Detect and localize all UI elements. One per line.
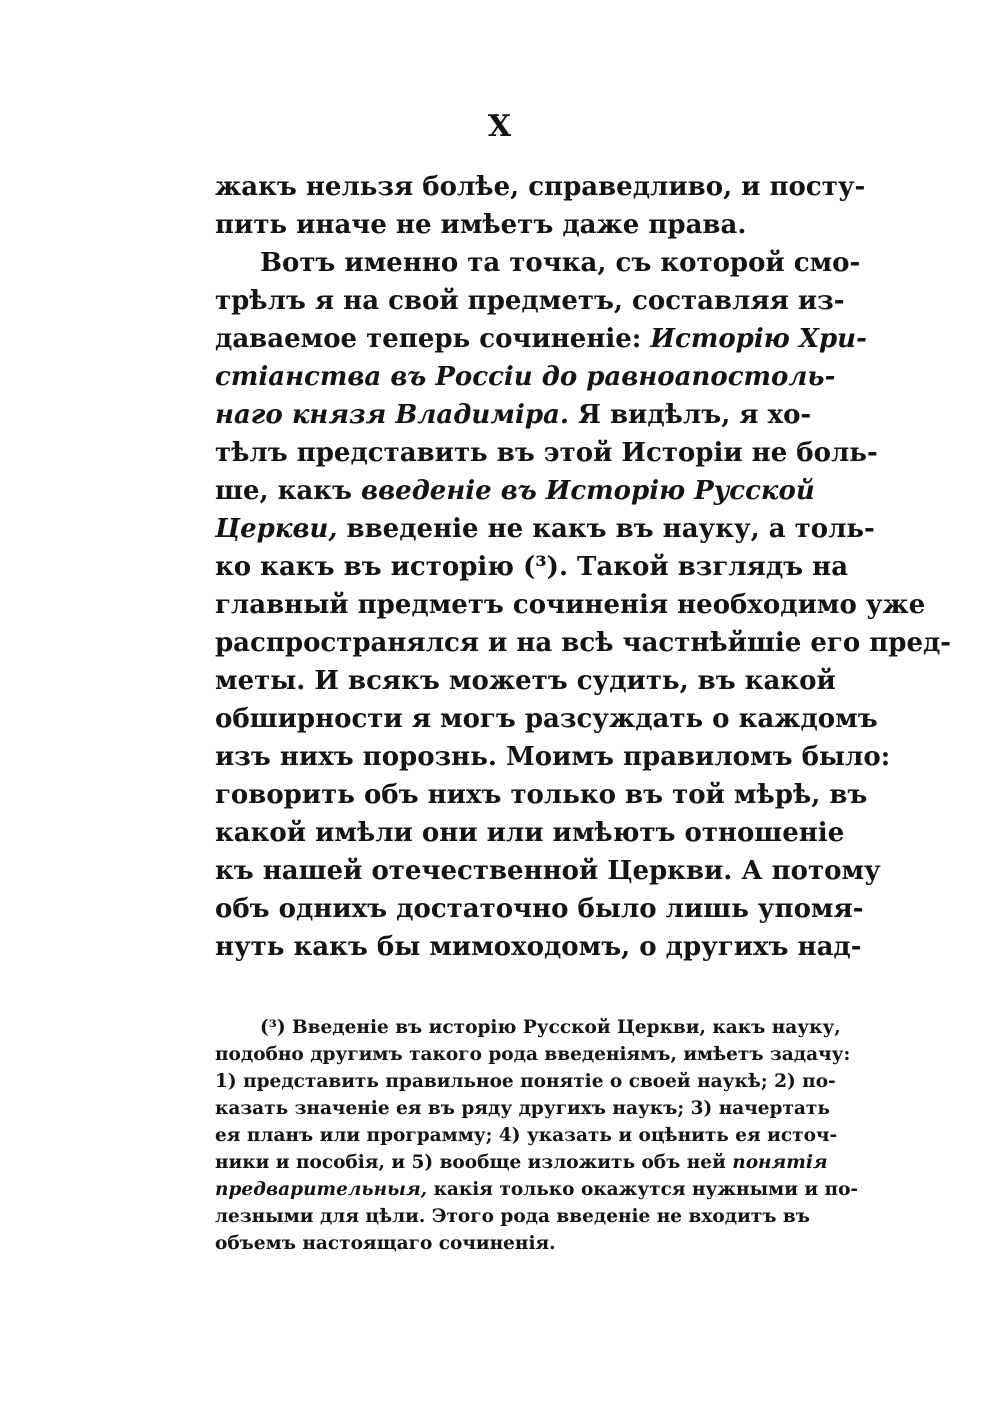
body-line: изъ нихъ порознь. Моимъ правиломъ было: <box>215 742 891 772</box>
body-line: меты. И всякъ можетъ судить, въ какой <box>215 666 836 696</box>
body-line: объ однихъ достаточно было лишь упомя- <box>215 894 864 924</box>
body-line: пить иначе не имѣетъ даже права. <box>215 210 747 240</box>
footnote <box>215 1014 859 1257</box>
body-line: трѣлъ я на свой предметъ, составляя из- <box>215 286 845 316</box>
body-line <box>215 396 812 434</box>
footnote-line: (³) Введеніе въ исторію Русской Церкви, какъ науку, <box>260 1017 841 1038</box>
footnote-line: ея планъ или программу; 4) указать и оцѣнить ея источ- <box>215 1125 838 1146</box>
body-text: Я видѣлъ, я хо- <box>577 400 812 430</box>
body-line: говорить объ нихъ только въ той мѣрѣ, въ <box>215 780 868 810</box>
body-text: даваемое теперь сочиненіе: <box>215 324 642 354</box>
body-text: введеніе не какъ въ науку, а толь- <box>346 514 875 544</box>
footnote-line: 1) представить правильное понятіе о своей наукѣ; 2) по- <box>215 1071 836 1092</box>
footnote-line: лезными для цѣли. Этого рода введеніе не входитъ въ <box>215 1206 810 1227</box>
body-text: ше, какъ <box>215 476 352 506</box>
footnote-text: какія только окажутся нужными и по- <box>433 1179 859 1200</box>
body-line: главный предметъ сочиненія необходимо уже <box>215 590 926 620</box>
footnote-line: подобно другимъ такого рода введеніямъ, имѣетъ задачу: <box>215 1044 851 1065</box>
emphasis-text: Церкви, <box>215 514 338 544</box>
body-line: ко какъ въ исторію (³). Такой взглядъ на <box>215 552 849 582</box>
body-line: къ нашей отечественной Церкви. А потому <box>215 856 881 886</box>
body-line: жакъ нельзя болѣе, справедливо, и посту- <box>215 172 866 202</box>
footnote-emphasis: предварительныя, <box>215 1179 428 1200</box>
footnote-line <box>215 1176 859 1203</box>
emphasis-text: наго князя Владиміра. <box>215 400 569 430</box>
emphasis-text: стіанства въ Россіи до равноапостоль- <box>215 362 836 392</box>
body-line <box>215 510 875 548</box>
body-line: обширности я могъ разсуждать о каждомъ <box>215 704 878 734</box>
body-line <box>215 320 867 358</box>
page-number: X <box>487 109 513 144</box>
body-line <box>215 472 815 510</box>
emphasis-text: введеніе въ Исторію Русской <box>361 476 815 506</box>
body-line <box>215 358 836 396</box>
footnote-line <box>215 1149 828 1176</box>
footnote-text: ники и пособія, и 5) вообще изложить объ ней <box>215 1152 726 1173</box>
main-text <box>215 168 952 966</box>
footnote-line: казать значеніе ея въ ряду другихъ наукъ; 3) начертать <box>215 1098 830 1119</box>
body-line: нуть какъ бы мимоходомъ, о другихъ над- <box>215 932 862 962</box>
emphasis-text: Исторію Хри- <box>650 324 867 354</box>
footnote-emphasis: понятія <box>732 1152 828 1173</box>
body-line: какой имѣли они или имѣютъ отношеніе <box>215 818 845 848</box>
body-line: распространялся и на всѣ частнѣйшіе его пред- <box>215 628 952 658</box>
footnote-line: объемъ настоящаго сочиненія. <box>215 1233 556 1254</box>
body-line: тѣлъ представить въ этой Исторіи не боль- <box>215 438 878 468</box>
body-line: Вотъ именно та точка, съ которой смо- <box>260 248 861 278</box>
